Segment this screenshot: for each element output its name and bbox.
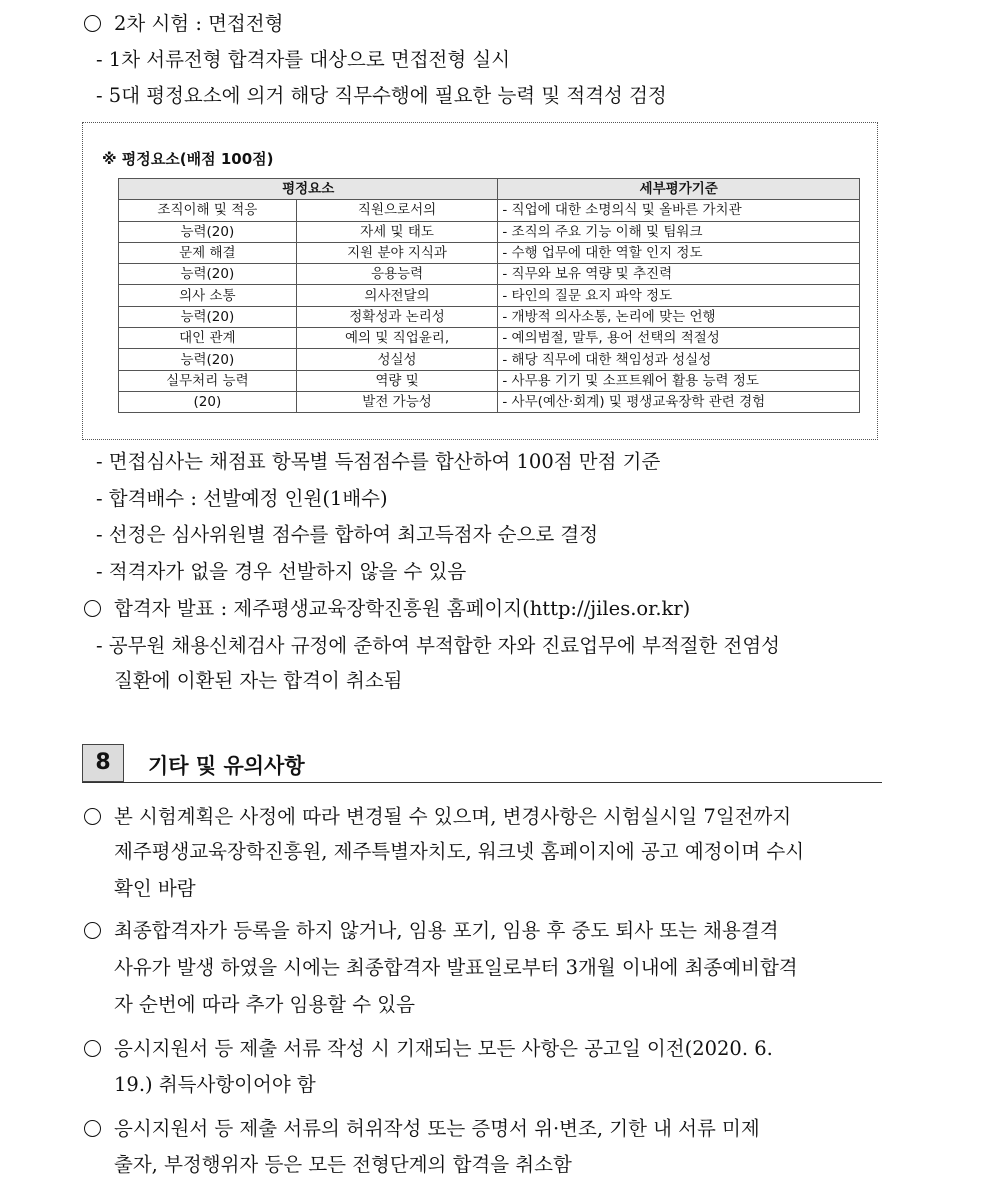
stage2-item: - 5대 평정요소에 의거 해당 직무수행에 필요한 능력 및 적격성 검정 [96,84,667,107]
ability-cell: 능력(20) [119,264,297,285]
interview-item: - 적격자가 없을 경우 선발하지 않을 수 있음 [96,560,467,583]
bullet-circle-icon [84,808,101,825]
announce-heading: 합격자 발표 : 제주평생교육장학진흥원 홈페이지(http://jiles.or.kr) [114,597,691,620]
interview-item: - 선정은 심사위원별 점수를 합하여 최고득점자 순으로 결정 [96,523,599,546]
criteria-table [118,178,860,413]
notice-line: 본 시험계획은 사정에 따라 변경될 수 있으며, 변경사항은 시험실시일 7일전까지 [114,805,792,828]
ability-cell: 능력(20) [119,349,297,370]
aspect-cell: 발전 가능성 [296,391,498,412]
ability-cell: 조직이해 및 적응 [119,200,297,221]
criteria-cell: - 예의범절, 말투, 용어 선택의 적절성 [498,328,860,349]
criteria-cell: - 조직의 주요 기능 이해 및 팀워크 [498,221,860,242]
ability-cell: 대인 관계 [119,328,297,349]
table-header-row [119,179,860,200]
table-row [119,349,860,370]
aspect-cell: 역량 및 [296,370,498,391]
notice-line: 응시지원서 등 제출 서류 작성 시 기재되는 모든 사항은 공고일 이전(2020. 6. [114,1037,773,1060]
bullet-circle-icon [84,1040,101,1057]
criteria-cell: - 사무용 기기 및 소프트웨어 활용 능력 정도 [498,370,860,391]
criteria-cell: - 타인의 질문 요지 파악 정도 [498,285,860,306]
table-row [119,328,860,349]
aspect-cell: 직원으로서의 [296,200,498,221]
section-title: 기타 및 유의사항 [148,754,305,778]
table-row [119,285,860,306]
notice-line: 사유가 발생 하였을 시에는 최종합격자 발표일로부터 3개월 이내에 최종예비합격 [114,956,798,979]
ability-cell: 능력(20) [119,221,297,242]
bullet-circle-icon [84,922,101,939]
notice-line: 응시지원서 등 제출 서류의 허위작성 또는 증명서 위·변조, 기한 내 서류 미제 [114,1117,760,1140]
table-row [119,306,860,327]
announce-item: 질환에 이환된 자는 합격이 취소됨 [114,669,403,692]
table-row [119,242,860,263]
ability-cell: 문제 해결 [119,242,297,263]
table-row [119,370,860,391]
criteria-cell: - 직무와 보유 역량 및 추진력 [498,264,860,285]
criteria-cell: - 직업에 대한 소명의식 및 올바른 가치관 [498,200,860,221]
section-divider [82,782,882,783]
criteria-cell: - 해당 직무에 대한 책임성과 성실성 [498,349,860,370]
aspect-cell: 예의 및 직업윤리, [296,328,498,349]
notice-line: 출자, 부정행위자 등은 모든 전형단계의 합격을 취소함 [114,1153,572,1176]
notice-line: 제주평생교육장학진흥원, 제주특별자치도, 워크넷 홈페이지에 공고 예정이며 수시 [114,840,805,863]
ability-cell: 의사 소통 [119,285,297,306]
table-header-cell: 평정요소 [119,179,498,200]
table-row [119,200,860,221]
aspect-cell: 지원 분야 지식과 [296,242,498,263]
table-row [119,264,860,285]
interview-item: - 면접심사는 채점표 항목별 득점점수를 합산하여 100점 만점 기준 [96,450,661,473]
ability-cell: 실무처리 능력 [119,370,297,391]
notice-line: 확인 바람 [114,877,196,900]
criteria-cell: - 수행 업무에 대한 역할 인지 정도 [498,242,860,263]
section-number-badge: 8 [82,744,124,782]
table-header-cell: 세부평가기준 [498,179,860,200]
bullet-circle-icon [84,600,101,617]
criteria-cell: - 개방적 의사소통, 논리에 맞는 언행 [498,306,860,327]
stage2-item: - 1차 서류전형 합격자를 대상으로 면접전형 실시 [96,48,511,71]
criteria-box-title: ※ 평정요소(배점 100점) [102,150,274,168]
table-row [119,391,860,412]
aspect-cell: 성실성 [296,349,498,370]
stage2-heading: 2차 시험 : 면접전형 [114,12,284,35]
announce-item: - 공무원 채용신체검사 규정에 준하여 부적합한 자와 진료업무에 부적절한 전염성 [96,634,780,657]
table-row [119,221,860,242]
notice-line: 최종합격자가 등록을 하지 않거나, 임용 포기, 임용 후 중도 퇴사 또는 채용결격 [114,919,779,942]
bullet-circle-icon [84,1120,101,1137]
bullet-circle-icon [84,15,101,32]
aspect-cell: 정확성과 논리성 [296,306,498,327]
aspect-cell: 응용능력 [296,264,498,285]
aspect-cell: 의사전달의 [296,285,498,306]
notice-line: 자 순번에 따라 추가 임용할 수 있음 [114,993,415,1016]
interview-item: - 합격배수 : 선발예정 인원(1배수) [96,487,388,510]
criteria-cell: - 사무(예산·회계) 및 평생교육장학 관련 경험 [498,391,860,412]
notice-line: 19.) 취득사항이어야 함 [114,1073,316,1096]
ability-cell: (20) [119,391,297,412]
aspect-cell: 자세 및 태도 [296,221,498,242]
ability-cell: 능력(20) [119,306,297,327]
